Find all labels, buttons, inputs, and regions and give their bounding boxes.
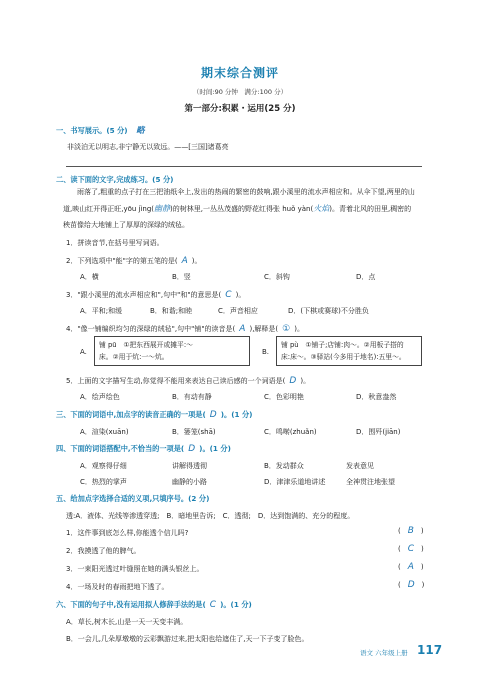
- part-heading: 第一部分:积累・运用(25 分): [184, 104, 296, 114]
- section-2-heading: 二、读下面的文字,完成练习。(5 分): [56, 175, 174, 184]
- page-number: 117: [417, 643, 443, 657]
- sentence-item: 2．我摸透了他的脾气。: [66, 547, 141, 555]
- writing-line: [66, 166, 422, 167]
- option-part: 发表意见: [346, 462, 374, 470]
- answer-paren: ( C ): [398, 544, 424, 554]
- option: D．秋意盎然: [356, 393, 397, 401]
- handwritten-answer: 幽静: [154, 203, 171, 213]
- handwritten-answer: C: [225, 290, 232, 300]
- option: B．篓笼(shā): [172, 428, 216, 436]
- option-label: A.: [80, 348, 87, 356]
- option: B．一会儿,几朵厚墩墩的云彩飘游过来,把太阳也给遮住了,天一下子变了脸色。: [66, 635, 309, 643]
- answer-paren: ( A ): [398, 562, 424, 572]
- handwritten-answer: C: [407, 544, 415, 554]
- question-2-1: 1．拼读音节,在括号里写词语。: [66, 239, 164, 247]
- option: C．声音相应: [218, 307, 258, 315]
- sentence-item: 4．一场及时的春雨把地下透了。: [66, 583, 169, 591]
- section-3-heading: 三、下面的词语中,加点字的读音正确的一项是( D )。(1 分): [56, 410, 253, 420]
- handwritten-answer: A: [407, 562, 414, 572]
- option: D．围歼(jiān): [356, 428, 401, 436]
- option: D．(下棋或赛球)不分胜负: [288, 307, 369, 315]
- option: A．观察得仔细: [80, 462, 127, 470]
- page-title: 期末综合测评: [200, 66, 279, 80]
- handwritten-answer: B: [407, 526, 414, 536]
- option: C．鸣啭(zhuǎn): [264, 428, 317, 436]
- option: B．发动群众: [264, 462, 304, 470]
- section-4-heading: 四、下面的词语搭配中,不恰当的一项是( D )。(1 分): [56, 444, 231, 454]
- option: D．点: [356, 273, 376, 281]
- option-label: B.: [262, 348, 270, 356]
- handwritten-answer: 略: [136, 126, 145, 136]
- option: C．斜钩: [264, 273, 290, 281]
- section-1-heading: 一、书写展示。(5 分) 略: [56, 126, 145, 136]
- option: A．横: [80, 273, 99, 281]
- time-score-line: （时间:90 分钟 满分:100 分）: [192, 88, 288, 96]
- answer-paren: ( B ): [398, 526, 424, 536]
- definition-box-a: 铺 pū ①把东西展开或摊平:～ 床。②用于炕:一～炕。: [94, 336, 250, 366]
- poem-line: 非淡泊无以明志,非宁静无以致远。——[三国]诸葛亮: [67, 143, 229, 151]
- question-2-3: 3．"跟小溪里的流水声相应和",句中"和"的意思是( C )。: [66, 290, 246, 300]
- option: A．平和;和缓: [80, 307, 123, 315]
- handwritten-answer: A: [181, 256, 188, 266]
- option: A．渲染(xuān): [80, 428, 129, 436]
- handwritten-answer: D: [407, 580, 415, 590]
- question-2-4: 4．"像一铺编织均匀的深绿的绒毡",句中"铺"的读音是( A ),解释是( ① )。: [66, 324, 304, 334]
- reading-passage: 雨落了,粗重的点子打在三把油纸伞上,发出的热闹的繁密的鼓响,跟小溪里的流水声相应和。从伞下望,两里的山道,映山红开得正旺,yōu jìng(幽静)的树林里,一丛丛茂盛的野花红得张 huǒ yàn(火焰)。青着北风的田里,稠密的秧苗像给大地铺上了厚厚的深绿的绒毡。: [63, 188, 415, 229]
- option: C．色彩明艳: [264, 393, 304, 401]
- handwritten-answer: ①: [282, 324, 291, 334]
- option: B．和谐;和睦: [150, 307, 193, 315]
- definition-options: 透:A．液体、光线等渗透穿透; B．暗地里告诉; C．透彻; D．达到饱满的、充分的程度。: [66, 512, 355, 520]
- option-part: 讲解得透彻: [172, 462, 207, 470]
- handwritten-answer: D: [188, 444, 196, 454]
- option-part: 全神贯注地张望: [346, 478, 395, 486]
- answer-paren: ( D ): [398, 580, 425, 590]
- handwritten-answer: D: [209, 410, 217, 420]
- option: A．草长,树木长,山是一天一天变丰满。: [66, 618, 188, 626]
- option: A．绘声绘色: [80, 393, 120, 401]
- handwritten-answer: D: [289, 376, 297, 386]
- sentence-item: 1．这件事到底怎么样,你能透个信儿吗?: [66, 529, 189, 537]
- section-5-heading: 五、给加点字选择合适的义项,只填序号。(2 分): [56, 494, 210, 503]
- footer-label: 语文 六年级上册: [360, 649, 408, 657]
- handwritten-answer: C: [209, 600, 217, 610]
- sentence-item: 3．一束阳光透过叶缝照在她的满头银丝上。: [66, 565, 204, 573]
- question-2-2: 2．下列选项中"能"字的第五笔的是( A )。: [66, 256, 202, 266]
- option: B．有动有静: [172, 393, 212, 401]
- handwritten-answer: 火焰: [313, 203, 330, 213]
- definition-box-b: 铺 pù ①铺子;店铺:肉～。②用板子搭的 床:床～。③驿站(今多用于地名):五里～。: [276, 336, 422, 366]
- option: C．热烈的掌声: [80, 478, 127, 486]
- question-2-5: 5．上面的文字描写生动,你觉得不能用来表达自己读后感的一个词语是( D )。: [66, 376, 311, 386]
- option: D．津津乐道地讲述: [264, 478, 326, 486]
- option: B．竖: [172, 273, 191, 281]
- handwritten-answer: A: [239, 324, 246, 334]
- section-6-heading: 六、下面的句子中,没有运用拟人修辞手法的是( C )。(1 分): [56, 600, 252, 610]
- option-part: 幽静的小路: [172, 478, 207, 486]
